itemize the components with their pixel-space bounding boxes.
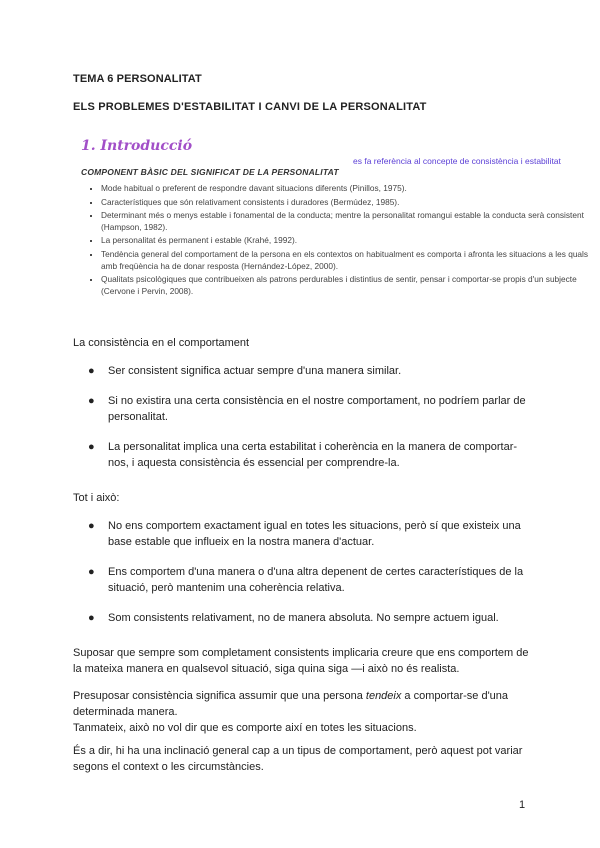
list-item-text: Si no existira una certa consistència en el nostre comportament, no podríem parlar de personalitat.	[108, 395, 526, 423]
bullet-dot: ●	[88, 365, 95, 377]
list-item	[73, 564, 533, 596]
notes-list-item: • La personalitat és permanent i estable (Krahé, 1992).	[101, 235, 599, 247]
bullet-dot: ●	[88, 395, 95, 407]
paragraph-text: Presuposar consistència significa assumir que una persona	[73, 690, 366, 702]
section-heading-consistency: La consistència en el comportament	[73, 337, 250, 349]
notes-list-item: • Mode habitual o preferent de respondre davant situacions diferents (Pinillos, 1975).	[101, 183, 599, 195]
bullet-dot: ●	[88, 520, 95, 532]
however-bullet-list	[73, 518, 533, 626]
list-item-text: La personalitat implica una certa estabilitat i coherència en la manera de comportar-nos, i aquesta consistència és essencial per comprendre-la.	[108, 441, 518, 469]
list-item	[73, 393, 533, 425]
paragraph-text: Tanmateix, això no vol dir que es comporte així en totes les situacions.	[73, 722, 417, 734]
list-item	[73, 363, 533, 379]
list-item	[73, 610, 533, 626]
notes-list	[85, 183, 599, 299]
list-item-text: Ens comportem d'una manera o d'una altra depenent de certes característiques de la situació, però mantenim una coherència relativa.	[108, 566, 524, 594]
consistency-bullet-list	[73, 363, 533, 471]
list-item-text: No ens comportem exactament igual en totes les situacions, però sí que existeix una base estable que influeix en la nostra manera d'actuar.	[108, 520, 521, 548]
paragraph-consistency-assumption: Suposar que sempre som completament consistents implicaria creure que ens comportem de la mateixa manera en qualsevol situació, siga quina siga —i això no és realista.	[73, 647, 529, 675]
document-subtitle: ELS PROBLEMES D'ESTABILITAT I CANVI DE LA PERSONALITAT	[73, 101, 427, 113]
section-heading-however: Tot i això:	[73, 492, 120, 504]
page-number: 1	[519, 799, 526, 811]
paragraph-general-inclination: És a dir, hi ha una inclinació general cap a un tipus de comportament, però aquest pot variar segons el context o les circumstàncies.	[73, 745, 523, 773]
document-title: TEMA 6 PERSONALITAT	[73, 73, 202, 85]
bullet-dot: ●	[88, 612, 95, 624]
notes-title: 1. Introducció	[81, 138, 193, 154]
list-item-text: Som consistents relativament, no de manera absoluta. No sempre actuem igual.	[108, 612, 499, 624]
embedded-notes-image	[73, 133, 598, 318]
bullet-dot: ●	[88, 566, 95, 578]
notes-list-item: • Característiques que són relativament consistents i duradores (Bermúdez, 1985).	[101, 197, 599, 209]
list-item	[73, 518, 533, 550]
notes-list-item: • Tendència general del comportament de la persona en els contextos on habitualment es comporta i afronta les situacions a les quals amb freqüència ha de donar resposta (Hernández-López, 2000).	[101, 249, 599, 272]
list-item	[73, 439, 533, 471]
notes-side-note: es fa referència al concepte de consistència i estabilitat	[353, 156, 561, 166]
notes-subtitle: COMPONENT BÀSIC DEL SIGNIFICAT DE LA PERSONALITAT	[81, 167, 339, 177]
paragraph-text: a comportar-se d'una determinada manera.	[73, 690, 509, 718]
notes-list-item: • Determinant més o menys estable i fonamental de la conducta; mentre la personalitat romangui estable la conducta serà consistent (Hampson, 1982).	[101, 210, 599, 233]
paragraph-presuppose	[73, 688, 533, 736]
emphasized-word: tendeix	[365, 690, 402, 702]
list-item-text: Ser consistent significa actuar sempre d'una manera similar.	[108, 365, 402, 377]
notes-list-item: • Qualitats psicològiques que contribueixen als patrons perdurables i distintius de sentir, pensar i comportar-se propis d'un subjecte (Cervone i Pervin, 2008).	[101, 274, 599, 297]
bullet-dot: ●	[88, 441, 95, 453]
